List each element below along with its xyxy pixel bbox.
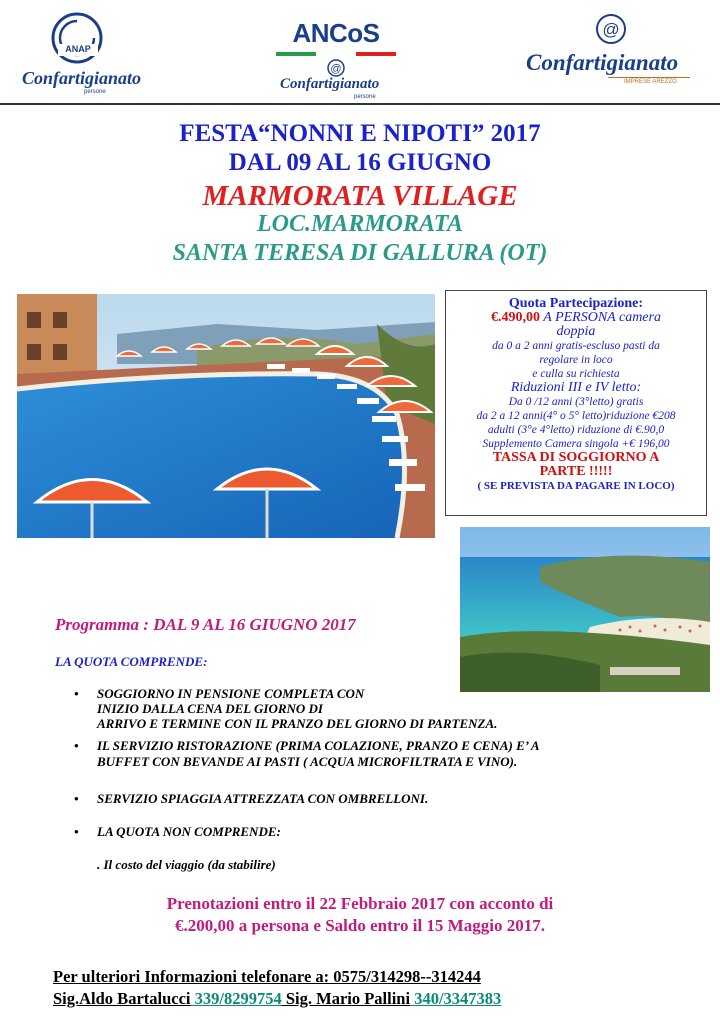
contact-name-1: Sig.Aldo Bartalucci [53,989,191,1008]
title-village: MARMORATA VILLAGE [202,180,518,212]
ancos-wordmark: Confartigianato [280,76,380,92]
at-circle-icon [326,58,346,78]
beach-photo-image [460,527,710,692]
list-item [75,686,715,734]
ancos-sub: persone [354,94,376,100]
program-title: Programma : DAL 9 AL 16 GIUGNO 2017 [55,615,356,634]
tax-line1: TASSA DI SOGGIORNO A [492,450,660,465]
logo-anap [22,8,142,100]
price-line2: doppia [556,324,596,339]
list-item [75,791,715,807]
tax-line2: PARTE !!!!! [539,464,613,479]
contact-phone-1[interactable]: 339/8299754 [190,989,282,1008]
title-town: SANTA TERESA DI GALLURA (OT) [172,240,548,266]
at-circle-icon [594,12,628,46]
list-item [75,824,715,840]
child-line2: regolare in loco [539,354,613,366]
anap-sub: persone [84,89,106,95]
bullet2-line2: BUFFET CON BEVANDE AI PASTI ( ACQUA MICROFILTRATA E VINO). [97,754,518,769]
reduction-line2: da 2 a 12 anni(4° o 5° letto)riduzione €208 [476,410,676,422]
tax-note: ( SE PREVISTA DA PAGARE IN LOCO) [477,480,675,492]
title-event: FESTA“NONNI E NIPOTI” 2017 [179,120,541,147]
price-amount: €.490,00 [491,310,541,325]
title-dates: DAL 09 AL 16 GIUGNO [228,149,492,176]
reduction-line4: Supplemento Camera singola +€ 196,00 [482,438,670,450]
bullet2-line1: IL SERVIZIO RISTORAZIONE (PRIMA COLAZIONE, PRANZO E CENA) E’ A [97,738,540,753]
header-divider [0,103,720,105]
title-location: LOC.MARMORATA [256,211,464,237]
price-heading: Quota Partecipazione: [508,296,644,311]
reduction-line1: Da 0 /12 anni (3°letto) gratis [508,396,644,408]
child-line3: e culla su richiesta [532,368,620,380]
bullet-icon: • [74,791,79,806]
booking-line1: Prenotazioni entro il 22 Febbraio 2017 con acconto di [166,894,554,913]
bullet4-text: LA QUOTA NON COMPRENDE: [97,824,281,839]
pool-photo [17,294,435,538]
excluded-item [75,857,715,873]
reduction-line3: adulti (3°e 4°letto) riduzione di €.90,0 [487,424,665,436]
arezzo-rule [608,77,690,78]
svg-text:@: @ [330,63,342,75]
excluded-text: . Il costo del viaggio (da stabilire) [97,857,276,872]
tricolor-stripe-icon [276,52,396,56]
bullet3-text: SERVIZIO SPIAGGIA ATTREZZATA CON OMBRELLONI. [97,791,429,806]
arezzo-wordmark: Confartigianato [526,50,679,75]
price-box [445,290,707,516]
contact-names-line [53,989,501,1009]
contact-info-line: Per ulteriori Informazioni telefonare a: 0575/314298--314244 [53,967,481,986]
bullet1-line2: INIZIO DALLA CENA DEL GIORNO DI [97,701,323,716]
price-suffix: A PERSONA camera [540,310,661,325]
anap-mark: ANAP [65,44,91,54]
anap-wordmark: Confartigianato [22,68,142,88]
bullet1-line3: ARRIVO E TERMINE CON IL PRANZO DEL GIORNO DI PARTENZA. [97,716,498,731]
list-item [75,738,715,770]
bullet-icon: • [74,824,79,839]
beach-photo [460,527,710,692]
bullet-icon: • [74,738,79,753]
price-line [446,311,706,325]
logo-ancos [276,18,396,100]
includes-heading: LA QUOTA COMPRENDE: [55,654,208,669]
ancos-mark: ANCoS [292,18,380,48]
bullet1-line1: SOGGIORNO IN PENSIONE COMPLETA CON [97,686,365,701]
svg-text:@: @ [602,20,620,39]
pool-photo-image [17,294,435,538]
child-line1: da 0 a 2 anni gratis-escluso pasti da [492,340,660,352]
anap-logo-icon [22,8,132,68]
logo-confartigianato-arezzo [526,12,696,92]
bullet-icon: • [74,686,79,701]
arezzo-sub: IMPRESE AREZZO [624,79,677,85]
reductions-heading: Riduzioni III e IV letto: [510,380,642,395]
contact-name-2: Sig. Mario Pallini [281,989,411,1008]
booking-line2: €.200,00 a persona e Saldo entro il 15 Maggio 2017. [175,916,545,935]
contact-phone-2[interactable]: 340/3347383 [410,989,502,1008]
